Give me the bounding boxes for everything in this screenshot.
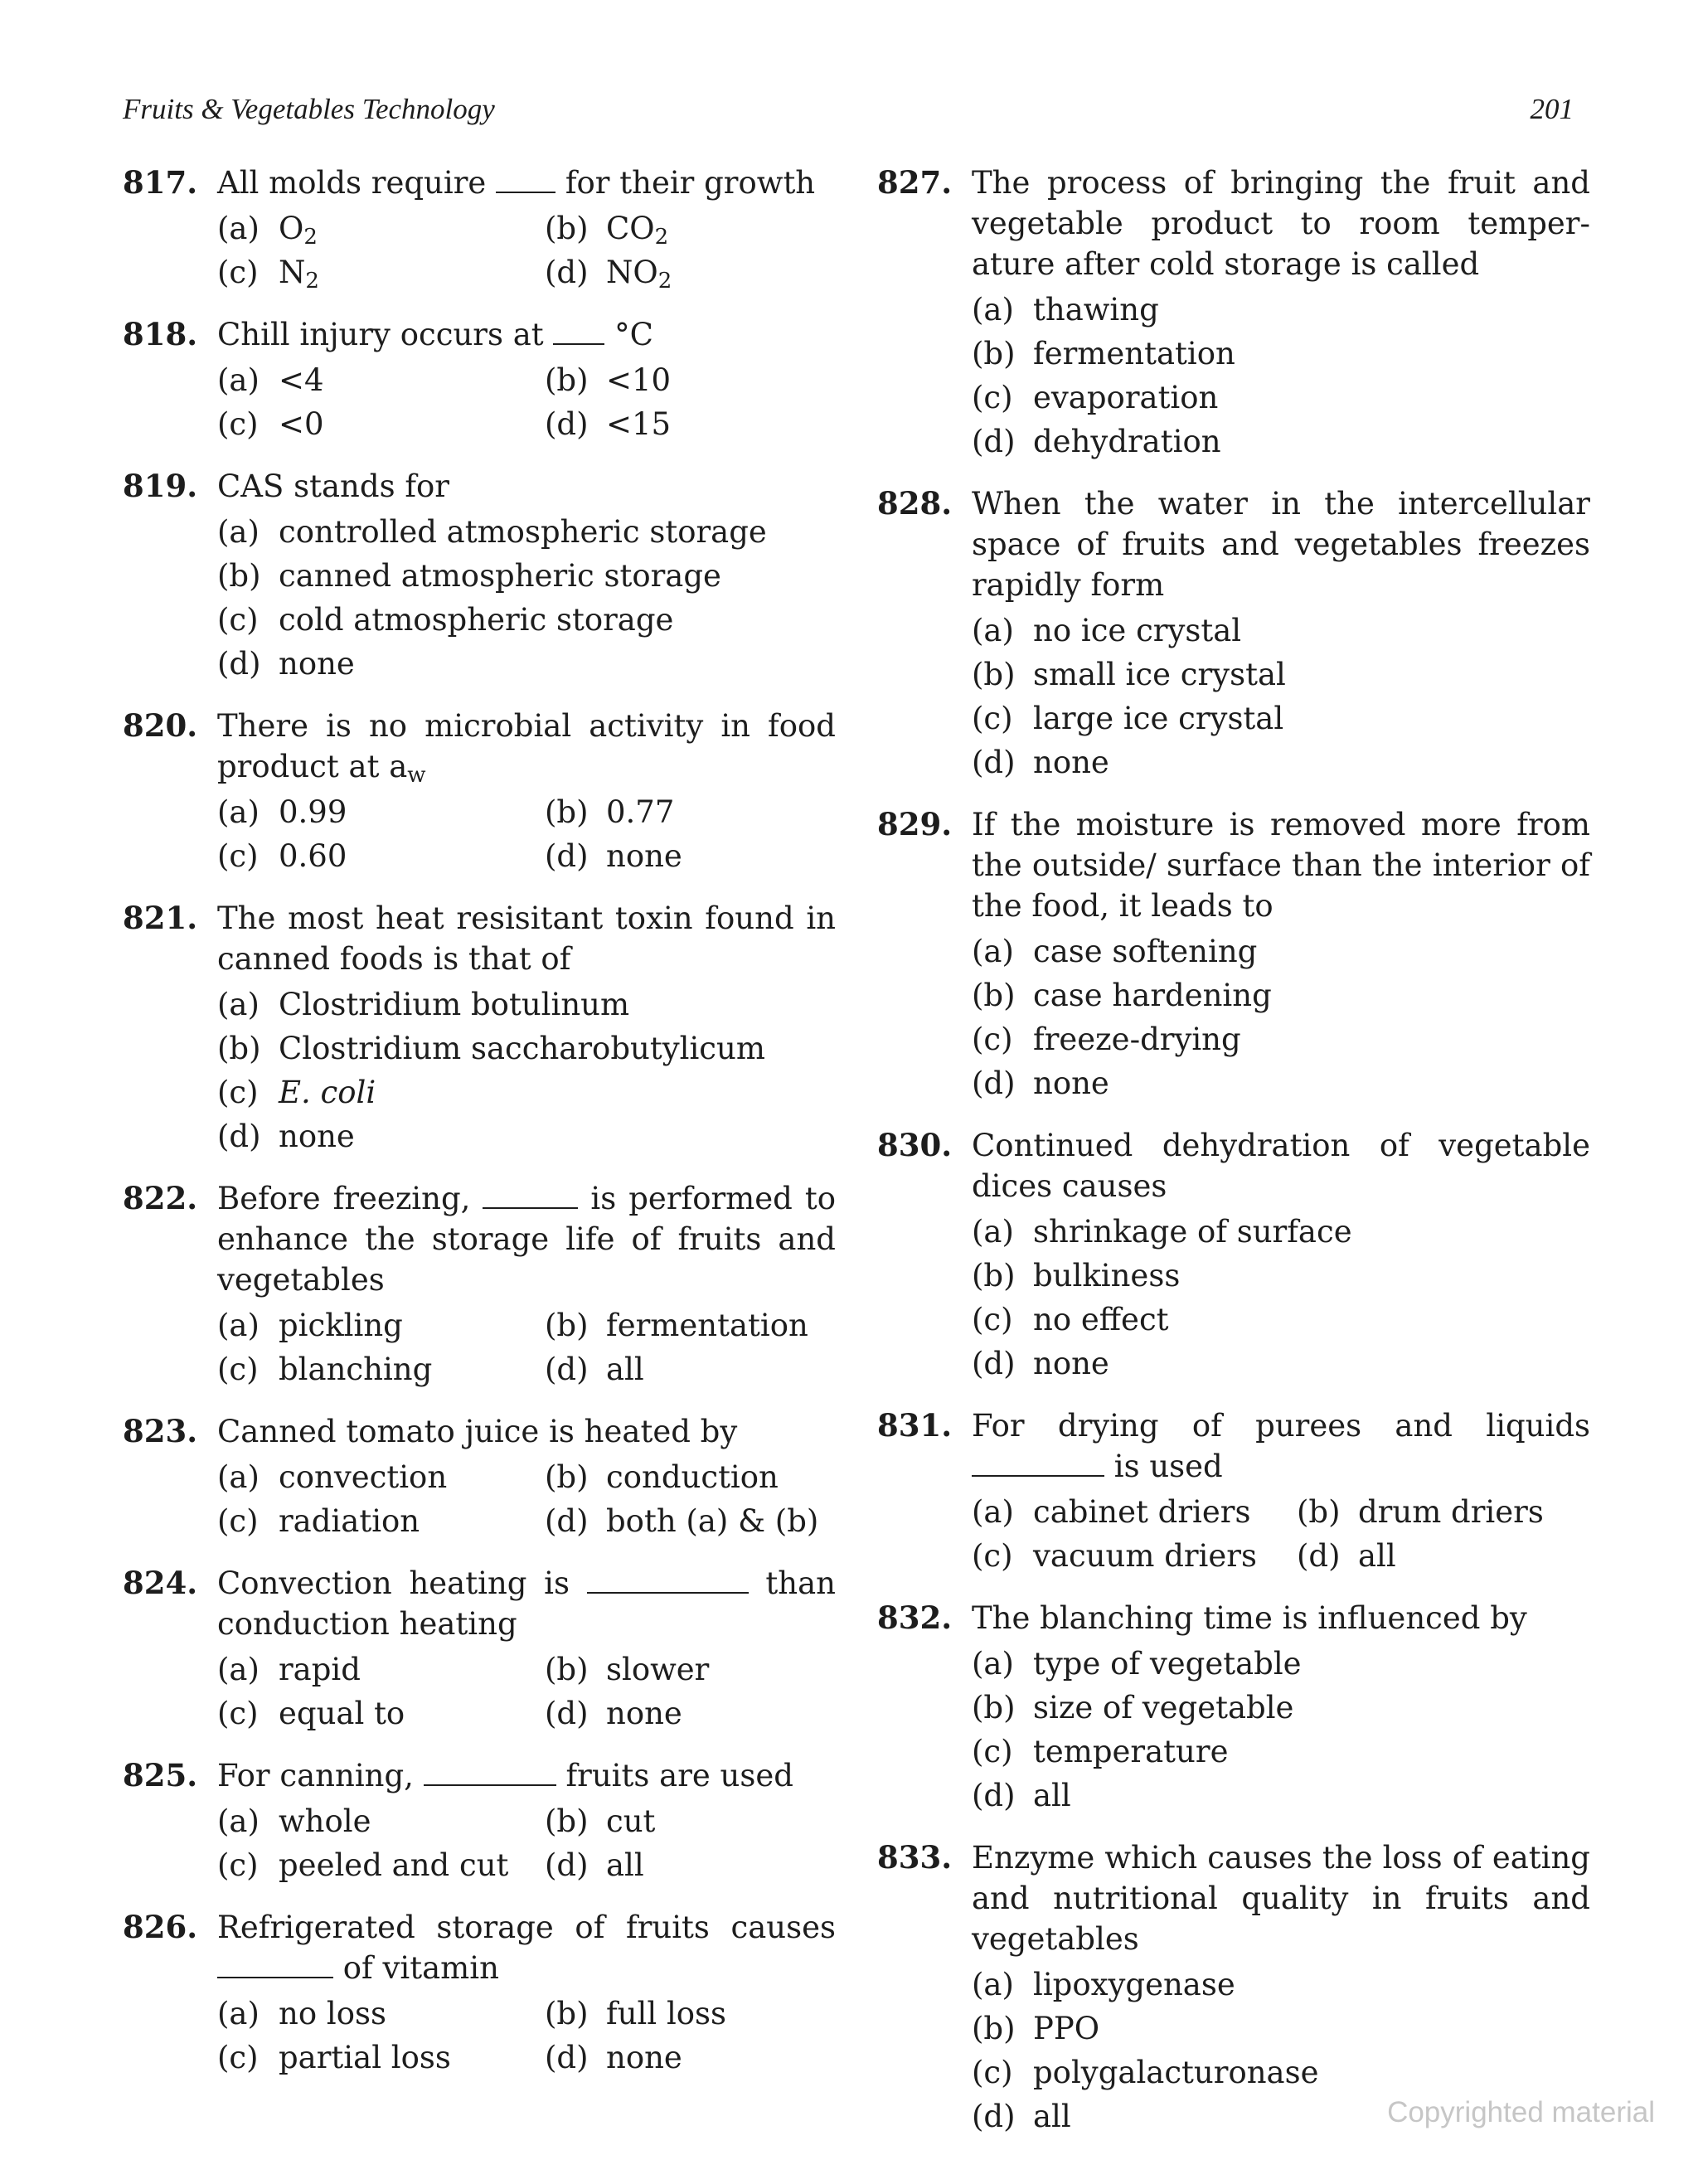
option-c: (c) partial loss <box>217 2040 451 2075</box>
options <box>217 1992 836 2080</box>
options <box>972 1490 1590 1578</box>
answer-blank <box>483 1182 578 1209</box>
question-822 <box>123 1178 836 1391</box>
option-d: (d) all <box>545 1352 644 1387</box>
option-d: (d) both (a) & (b) <box>545 1503 819 1539</box>
question-text: Convection heating is than conduction heating <box>217 1565 837 1642</box>
question-number: 832. <box>877 1599 953 1636</box>
options <box>217 358 836 446</box>
options <box>972 1642 1590 1818</box>
question-number: 824. <box>123 1565 198 1601</box>
option-c: (c) freeze-drying <box>972 1022 1241 1057</box>
option-c: (c) vacuum driers <box>972 1538 1257 1574</box>
answer-blank <box>217 1952 333 1978</box>
question-number: 830. <box>877 1127 953 1163</box>
question-text: Before freezing, is performed to enhance the storage life of fruits and vegetables <box>217 1181 836 1298</box>
question-text: The blanching time is influenced by <box>972 1600 1527 1636</box>
answer-blank <box>972 1450 1104 1477</box>
option-b: (b) cut <box>545 1803 656 1839</box>
option-a: (a) Clostridium botulinum <box>217 987 630 1022</box>
options <box>217 1799 836 1887</box>
option-a: (a) type of vegetable <box>972 1646 1302 1682</box>
option-b: (b) bulkiness <box>972 1258 1181 1293</box>
option-c: (c) evaporation <box>972 380 1219 415</box>
option-d: (d) all <box>1297 1538 1396 1574</box>
option-c: (c) polygalacturonase <box>972 2055 1319 2090</box>
option-a: (a) pickling <box>217 1308 403 1343</box>
option-d: (d) none <box>972 1065 1109 1101</box>
option-c: (c) radiation <box>217 1503 420 1539</box>
question-number: 827. <box>877 164 953 201</box>
option-d: (d) none <box>545 1696 682 1731</box>
option-a: (a) 0.99 <box>217 794 347 830</box>
option-b: (b) slower <box>545 1652 710 1687</box>
option-d: (d) $NO_2$ <box>545 255 672 294</box>
page-number: 201 <box>1530 93 1574 125</box>
question-text: Refrigerated storage of fruits causes of vitamin <box>217 1910 836 1986</box>
running-header <box>123 93 1574 143</box>
option-c: (c) E. coli <box>217 1075 376 1110</box>
option-d: (d) all <box>972 2099 1071 2134</box>
question-number: 823. <box>123 1413 198 1449</box>
option-c: (c) peeled and cut <box>217 1847 509 1883</box>
option-b: (b) 0.77 <box>545 794 675 830</box>
copyright-watermark: Copyrighted material <box>1387 2096 1655 2128</box>
question-text: There is no microbial activity in food product at $a_w$ <box>217 708 836 788</box>
question-818 <box>123 314 836 446</box>
question-827 <box>877 163 1590 463</box>
option-b: (b) case hardening <box>972 978 1272 1013</box>
option-a: (a) whole <box>217 1803 371 1839</box>
question-text: For canning, fruits are used <box>217 1758 793 1793</box>
answer-blank <box>587 1567 749 1594</box>
options <box>972 1210 1590 1386</box>
option-a: (a) case softening <box>972 934 1258 969</box>
question-831 <box>877 1405 1590 1578</box>
option-a: (a) no ice crystal <box>972 613 1242 648</box>
option-b: (b) fermentation <box>972 336 1235 371</box>
option-c: (c) equal to <box>217 1696 405 1731</box>
question-number: 825. <box>123 1757 198 1793</box>
option-a: (a) rapid <box>217 1652 361 1687</box>
question-824 <box>123 1563 836 1735</box>
question-832 <box>877 1598 1590 1818</box>
question-number: 819. <box>123 468 198 504</box>
option-a: (a) thawing <box>972 292 1159 328</box>
question-number: 818. <box>123 316 198 352</box>
question-text: Continued dehydration of vegetable dices causes <box>972 1128 1590 1204</box>
option-d: (d) <15 <box>545 406 672 442</box>
question-819 <box>123 466 836 686</box>
question-825 <box>123 1755 836 1887</box>
option-a: (a) cabinet driers <box>972 1494 1251 1530</box>
question-833 <box>877 1837 1590 2138</box>
option-b: (b) conduction <box>545 1459 779 1495</box>
option-c: (c) blanching <box>217 1352 433 1387</box>
left-column <box>123 163 836 2080</box>
option-d: (d) none <box>545 838 682 874</box>
options <box>972 288 1590 463</box>
question-828 <box>877 483 1590 784</box>
options <box>217 1648 836 1735</box>
question-text: The most heat resisitant toxin found in canned foods is that of <box>217 900 836 977</box>
option-a: (a) controlled atmospheric storage <box>217 514 767 550</box>
option-a: (a) shrinkage of surface <box>972 1214 1352 1250</box>
option-d: (d) none <box>545 2040 682 2075</box>
question-text: All molds require for their growth <box>217 165 816 201</box>
option-d: (d) all <box>545 1847 644 1883</box>
option-a: (a) no loss <box>217 1996 386 2031</box>
question-number: 826. <box>123 1909 198 1945</box>
question-number: 829. <box>877 806 953 842</box>
option-b: (b) <10 <box>545 362 672 398</box>
question-number: 817. <box>123 164 198 201</box>
answer-blank <box>424 1759 556 1786</box>
option-a: (a) lipoxygenase <box>972 1967 1235 2002</box>
option-c: (c) cold atmospheric storage <box>217 602 674 638</box>
question-830 <box>877 1125 1590 1386</box>
option-d: (d) none <box>217 1119 355 1154</box>
options <box>217 206 836 294</box>
question-text: Canned tomato juice is heated by <box>217 1414 738 1449</box>
option-d: (d) none <box>972 745 1109 780</box>
option-c: (c) $N_2$ <box>217 255 319 294</box>
question-text: The process of bringing the fruit and vegetable product to room temper-ature after cold storage is called <box>972 165 1590 282</box>
options <box>972 929 1590 1105</box>
option-b: (b) fermentation <box>545 1308 808 1343</box>
options <box>217 983 836 1158</box>
answer-blank <box>553 318 604 345</box>
option-c: (c) <0 <box>217 406 324 442</box>
question-826 <box>123 1907 836 2080</box>
question-823 <box>123 1411 836 1543</box>
question-829 <box>877 804 1590 1105</box>
question-820 <box>123 706 836 878</box>
option-a: (a) <4 <box>217 362 324 398</box>
question-text: Chill injury occurs at °C <box>217 317 653 352</box>
option-b: (b) drum driers <box>1297 1494 1544 1530</box>
option-c: (c) temperature <box>972 1734 1229 1769</box>
question-number: 831. <box>877 1407 953 1444</box>
question-text: When the water in the intercellular space of fruits and vegetables freezes rapidly form <box>972 486 1590 603</box>
question-817 <box>123 163 836 294</box>
option-b: (b) full loss <box>545 1996 727 2031</box>
option-d: (d) none <box>972 1346 1109 1381</box>
book-title: Fruits & Vegetables Technology <box>123 93 495 125</box>
question-821 <box>123 898 836 1158</box>
option-b: (b) Clostridium saccharobutylicum <box>217 1031 765 1066</box>
options <box>217 790 836 878</box>
option-b: (b) size of vegetable <box>972 1690 1294 1725</box>
question-number: 828. <box>877 485 953 522</box>
question-text: Enzyme which causes the loss of eating and nutritional quality in fruits and vegetables <box>972 1840 1590 1957</box>
option-b: (b) canned atmospheric storage <box>217 558 721 594</box>
question-text: For drying of purees and liquids is used <box>972 1408 1590 1484</box>
answer-blank <box>496 167 555 193</box>
option-b: (b) small ice crystal <box>972 657 1286 692</box>
option-b: (b) PPO <box>972 2011 1100 2046</box>
options <box>217 1303 836 1391</box>
option-a: (a) $O_2$ <box>217 211 318 250</box>
right-column <box>877 163 1590 2138</box>
option-c: (c) no effect <box>972 1302 1169 1337</box>
option-d: (d) none <box>217 646 355 682</box>
option-a: (a) convection <box>217 1459 448 1495</box>
question-number: 833. <box>877 1839 953 1876</box>
question-text: If the moisture is removed more from the outside/ surface than the interior of the food, it leads to <box>972 807 1590 924</box>
question-number: 820. <box>123 707 198 744</box>
option-d: (d) all <box>972 1778 1071 1813</box>
question-number: 822. <box>123 1180 198 1216</box>
option-d: (d) dehydration <box>972 424 1221 459</box>
question-number: 821. <box>123 900 198 936</box>
option-c: (c) 0.60 <box>217 838 347 874</box>
options <box>217 510 836 686</box>
question-text: CAS stands for <box>217 468 449 504</box>
options <box>217 1455 836 1543</box>
option-b: (b) $CO_2$ <box>545 211 669 250</box>
options <box>972 609 1590 784</box>
option-c: (c) large ice crystal <box>972 701 1284 736</box>
